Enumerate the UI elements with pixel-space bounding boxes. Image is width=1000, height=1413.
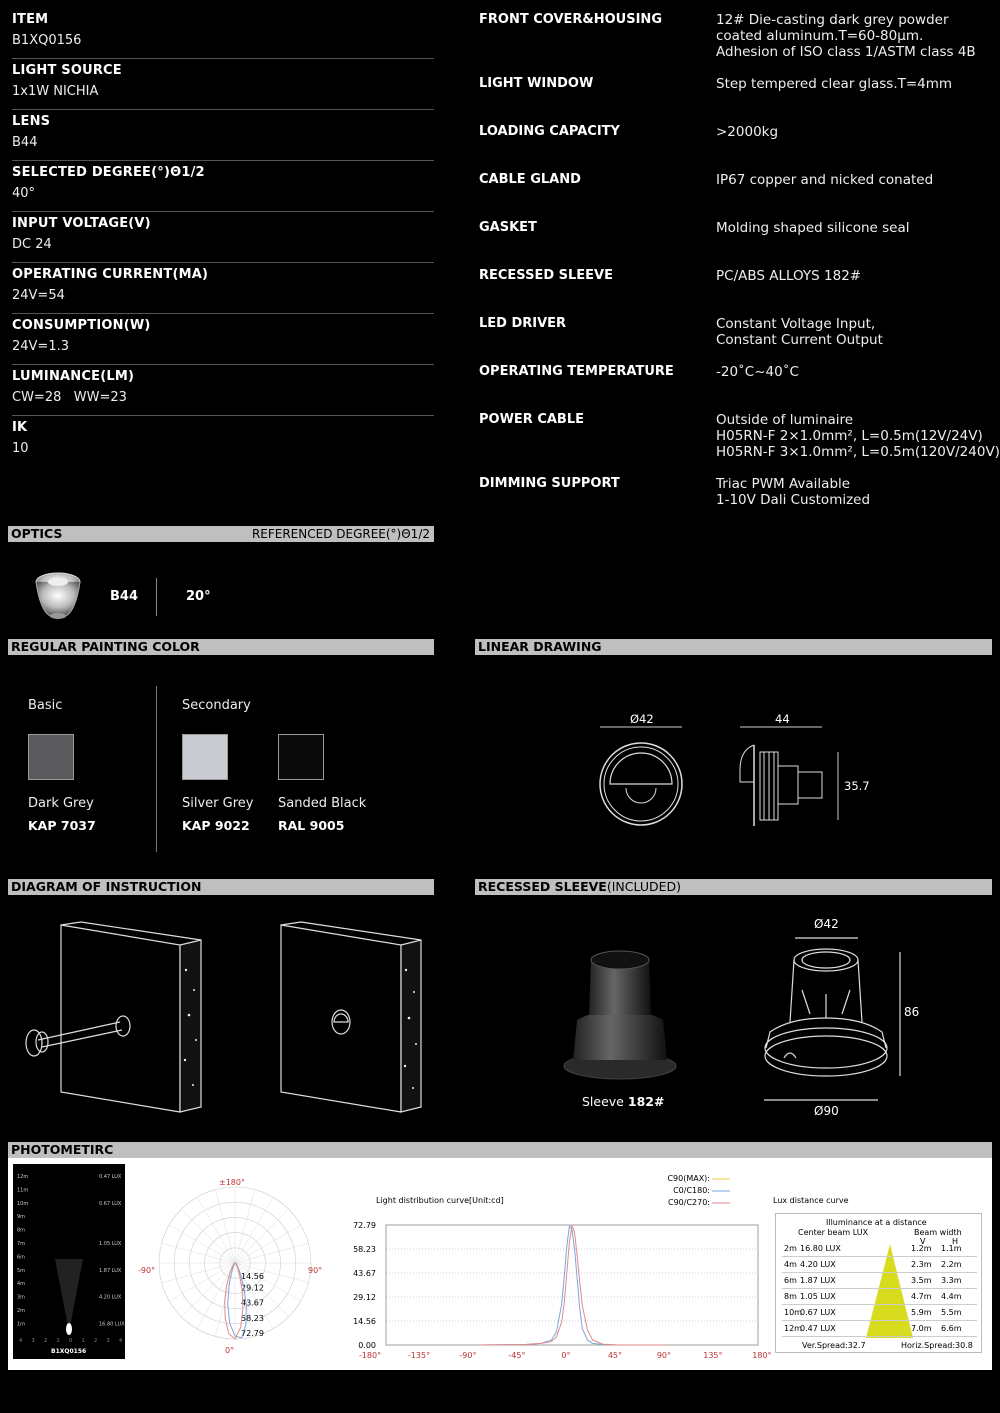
illum-distance: 4m (784, 1260, 797, 1269)
photometric-header (8, 1142, 992, 1158)
illum-v: 4.7m (911, 1292, 932, 1301)
spec-value: PC/ABS ALLOYS 182# (716, 268, 862, 284)
chart-frame (386, 1225, 758, 1345)
legend-item: C90(MAX): (667, 1174, 710, 1183)
ver-spread: Ver.Spread:32.7 (802, 1341, 866, 1350)
spec-label: ITEM (12, 12, 49, 27)
lux-table (775, 1213, 982, 1353)
polar-spoke (181, 1209, 235, 1263)
spec-label: RECESSED SLEEVE (479, 268, 613, 283)
chart-y-tick: 72.79 (353, 1221, 376, 1230)
illum-distance: 12m (784, 1324, 802, 1333)
linear-depth-label: 44 (775, 712, 790, 726)
spec-row (12, 212, 434, 263)
spec-value: B1XQ0156 (12, 33, 82, 48)
spec-label: GASKET (479, 220, 537, 235)
spec-label: LUMINANCE(LM) (12, 369, 135, 384)
secondary-label: Secondary (182, 698, 251, 713)
scale-lux-label: 1.87 LUX (99, 1267, 122, 1274)
illum-v: 5.9m (911, 1308, 932, 1317)
polar-spoke (235, 1243, 308, 1263)
spec-label: CABLE GLAND (479, 172, 581, 187)
linear-height-label: 35.7 (844, 779, 870, 793)
spec-label: OPERATING TEMPERATURE (479, 364, 674, 379)
spec-value: >2000kg (716, 124, 779, 140)
spec-value: 24V=1.3 (12, 339, 70, 354)
polar-ring-label: 14.56 (241, 1272, 264, 1282)
spec-row (12, 161, 434, 212)
scale-meter-label: 12m (17, 1174, 29, 1180)
v-label: V (920, 1237, 926, 1246)
color-name: Sanded Black (278, 796, 367, 811)
chart-x-tick: 135° (703, 1351, 723, 1360)
lens-icon (30, 570, 86, 622)
scale-x-label: 3 (31, 1338, 35, 1344)
optics-title: OPTICS (11, 526, 63, 541)
instruction-header (8, 879, 434, 895)
hor-spread: Horiz.Spread:30.8 (901, 1341, 973, 1350)
scale-lux-label: 0.67 LUX (99, 1200, 122, 1207)
color-name: Dark Grey (28, 796, 94, 811)
scale-meter-label: 7m (17, 1241, 26, 1247)
illum-row-divider (782, 1288, 977, 1289)
polar-spoke (169, 1225, 235, 1263)
spec-value: 10 (12, 441, 29, 456)
basic-label: Basic (28, 698, 63, 713)
chart-x-tick: 180° (752, 1351, 772, 1360)
scale-meter-label: 1m (17, 1321, 26, 1328)
beam-cone (55, 1259, 83, 1332)
spec-label: CONSUMPTION(W) (12, 318, 151, 333)
spec-value: Step tempered clear glass.T=4mm (716, 76, 953, 92)
illum-v: 3.5m (911, 1276, 932, 1285)
illum-lux: 1.05 LUX (800, 1292, 836, 1301)
sleeve-header (475, 879, 992, 895)
spec-row (12, 314, 434, 365)
spec-value: B44 (12, 135, 38, 150)
optics-degree: 20° (186, 589, 211, 604)
spec-label: LENS (12, 114, 51, 129)
spec-value: 40° (12, 186, 36, 201)
spec-label: LIGHT SOURCE (12, 63, 122, 78)
linear-drawing-title: LINEAR DRAWING (478, 639, 602, 654)
polar-bottom-label: 0° (225, 1346, 235, 1355)
curve-title: Light distribution curve[Unit:cd] (376, 1196, 504, 1205)
scale-x-label: 4 (119, 1338, 123, 1344)
scale-x-label: 0 (69, 1338, 73, 1344)
illum-lux: 0.67 LUX (800, 1308, 836, 1317)
scale-meter-label: 9m (17, 1214, 26, 1221)
illum-h: 4.4m (941, 1292, 962, 1301)
illum-h: 2.2m (941, 1260, 962, 1269)
scale-x-label: 4 (19, 1338, 23, 1344)
scale-x-label: 2 (94, 1338, 98, 1344)
scale-meter-label: 5m (17, 1267, 26, 1274)
optics-lens: B44 (110, 589, 138, 604)
painting-header (8, 639, 434, 655)
spec-label: INPUT VOLTAGE(V) (12, 216, 151, 231)
scale-lux-label: 4.20 LUX (99, 1294, 122, 1301)
chart-y-tick: 29.12 (353, 1293, 376, 1302)
color-code: KAP 9022 (182, 818, 250, 833)
sleeve-height: 86 (904, 1005, 920, 1019)
optics-header (8, 526, 434, 542)
spec-value: DC 24 (12, 237, 52, 252)
chart-series-line (479, 1226, 665, 1345)
swatch-silver-grey (182, 734, 228, 780)
polar-plot (148, 1183, 323, 1358)
spec-value: -20˚C~40˚C (716, 364, 799, 380)
color-code: RAL 9005 (278, 818, 345, 833)
sleeve-top-dia: Ø42 (814, 917, 839, 931)
spec-label: LOADING CAPACITY (479, 124, 620, 139)
spec-value: Triac PWM Available 1-10V Dali Customized (716, 476, 871, 508)
chart-x-tick: -90° (459, 1351, 477, 1360)
spec-label: DIMMING SUPPORT (479, 476, 620, 491)
chart-x-tick: -180° (358, 1351, 382, 1360)
illum-distance: 8m (784, 1292, 797, 1301)
scale-meter-label: 6m (17, 1254, 26, 1261)
illum-h: 3.3m (941, 1276, 962, 1285)
scale-x-label: 2 (44, 1338, 48, 1344)
linear-dia-label: Ø42 (630, 712, 654, 726)
sleeve-caption (582, 1094, 664, 1109)
scale-x-label: 1 (56, 1338, 60, 1344)
beam-scale (13, 1164, 125, 1359)
polar-spoke (235, 1190, 255, 1263)
optics-divider (156, 578, 157, 616)
spec-row (12, 59, 434, 110)
chart-y-tick: 43.67 (353, 1269, 376, 1278)
illum-lux: 1.87 LUX (800, 1276, 836, 1285)
chart-x-tick: 90° (656, 1351, 672, 1360)
polar-spoke (162, 1243, 235, 1263)
illum-lux: 4.20 LUX (800, 1260, 836, 1269)
illum-distance: 6m (784, 1276, 797, 1285)
scale-meter-label: 10m (17, 1200, 29, 1207)
chart-x-tick: -45° (508, 1351, 526, 1360)
illum-h: 1.1m (941, 1244, 962, 1253)
illum-v: 7.0m (911, 1324, 932, 1333)
polar-ring-label: 72.79 (241, 1329, 264, 1338)
spec-label: IK (12, 420, 28, 435)
spec-label: FRONT COVER&HOUSING (479, 12, 662, 27)
linear-drawing-header (475, 639, 992, 655)
scale-meter-label: 8m (17, 1227, 26, 1234)
scale-lux-label: 0.47 LUX (99, 1174, 122, 1180)
photometric-title: PHOTOMETIRC (11, 1142, 114, 1157)
chart-y-tick: 58.23 (353, 1245, 376, 1254)
scale-x-label: 3 (106, 1338, 110, 1344)
spec-value: Molding shaped silicone seal (716, 220, 910, 236)
scale-meter-label: 3m (17, 1294, 26, 1301)
polar-spoke (197, 1197, 235, 1263)
chart-x-tick: -135° (407, 1351, 431, 1360)
painting-divider (156, 686, 157, 852)
polar-spoke (235, 1197, 273, 1263)
sleeve-caption-text: Sleeve (582, 1094, 624, 1109)
sleeve-photo (555, 940, 685, 1085)
legend-item: C90/C270: (667, 1198, 710, 1207)
color-code: KAP 7037 (28, 818, 96, 833)
chart-series-line (479, 1225, 665, 1345)
beam-width-label: Beam width (914, 1228, 962, 1237)
polar-spoke (235, 1225, 301, 1263)
scale-x-label: 1 (81, 1338, 85, 1344)
legend-swatches (712, 1173, 732, 1209)
polar-ring-label: 58.23 (241, 1313, 264, 1323)
instruction-diagram (18, 920, 428, 1120)
scale-lux-label: 1.05 LUX (99, 1241, 122, 1247)
illum-v: 2.3m (911, 1260, 932, 1269)
chart-x-tick: 0° (561, 1351, 571, 1360)
spec-value: 24V=54 (12, 288, 65, 303)
sleeve-bottom-dia: Ø90 (814, 1104, 839, 1118)
color-name: Silver Grey (182, 796, 254, 811)
illum-distance: 10m (784, 1308, 802, 1317)
illum-row-divider (782, 1320, 977, 1321)
spec-value: IP67 copper and nicked conated (716, 172, 934, 188)
spec-row (12, 416, 434, 467)
lux-title: Lux distance curve (773, 1196, 849, 1205)
spec-label: SELECTED DEGREE(°)Θ1/2 (12, 165, 205, 180)
instruction-title: DIAGRAM OF INSTRUCTION (11, 879, 202, 894)
spec-list-left (12, 8, 434, 467)
optics-referenced-degree: REFERENCED DEGREE(°)Θ1/2 (251, 527, 430, 541)
legend-item: C0/C180: (673, 1186, 710, 1195)
polar-spoke (162, 1263, 235, 1283)
spec-label: POWER CABLE (479, 412, 585, 427)
illum-h: 6.6m (941, 1324, 962, 1333)
illum-lux: 16.80 LUX (800, 1244, 841, 1253)
spec-value: Constant Voltage Input, Constant Current Output (716, 316, 883, 348)
polar-spoke (181, 1263, 235, 1317)
chart-x-tick: 45° (607, 1351, 623, 1360)
polar-spoke (215, 1190, 235, 1263)
chart-y-tick: 14.56 (353, 1317, 376, 1326)
beam-scale-panel (13, 1164, 125, 1359)
spec-value: Outside of luminaire H05RN-F 2×1.0mm², L=0.5m(12V/24V) H05RN-F 3×1.0mm², L=0.5m(120V/240V) (716, 412, 1000, 460)
polar-ring-label: 43.67 (241, 1298, 264, 1308)
scale-meter-label: 4m (17, 1281, 26, 1288)
scale-meter-label: 2m (17, 1308, 26, 1314)
spec-row (12, 110, 434, 161)
curve-legend (658, 1173, 710, 1209)
illum-title: Illuminance at a distance (826, 1218, 927, 1227)
beam-spot (66, 1323, 72, 1335)
polar-spoke (235, 1209, 289, 1263)
spec-value: CW=28 WW=23 (12, 390, 127, 405)
illum-row-divider (782, 1272, 977, 1273)
polar-right-label: 90° (308, 1266, 323, 1275)
beam-item-label: B1XQ0156 (51, 1348, 87, 1355)
sleeve-title-sub: (INCLUDED) (606, 879, 682, 894)
center-beam-label: Center beam LUX (798, 1228, 869, 1237)
photometric-panel (8, 1158, 992, 1370)
sleeve-caption-code: 182# (627, 1094, 665, 1109)
scale-meter-label: 11m (17, 1187, 29, 1194)
spec-label: OPERATING CURRENT(MA) (12, 267, 209, 282)
h-label: H (952, 1237, 959, 1246)
swatch-dark-grey (28, 734, 74, 780)
spec-label: LIGHT WINDOW (479, 76, 594, 91)
illum-lux: 0.47 LUX (800, 1324, 836, 1333)
scale-lux-label: 16.80 LUX (99, 1321, 125, 1328)
illum-row-divider (782, 1256, 977, 1257)
sleeve-title: RECESSED SLEEVE (478, 879, 607, 894)
spec-row (12, 365, 434, 416)
illum-v: 1.2m (911, 1244, 932, 1253)
spec-value: 1x1W NICHIA (12, 84, 99, 99)
light-distribution-chart (338, 1210, 772, 1360)
spec-value: 12# Die-casting dark grey powder coated aluminum.T=60-80μm. Adhesion of ISO class 1/ASTM class 4B (716, 12, 976, 60)
illum-distance: 2m (784, 1244, 797, 1253)
illum-h: 5.5m (941, 1308, 962, 1317)
spec-row (12, 263, 434, 314)
painting-title: REGULAR PAINTING COLOR (11, 639, 200, 654)
chart-y-tick: 0.00 (358, 1341, 376, 1350)
spec-row (12, 8, 434, 59)
illum-row-divider (782, 1336, 977, 1337)
illum-row-divider (782, 1304, 977, 1305)
sleeve-drawing (760, 930, 930, 1110)
polar-ring-label: 29.12 (241, 1283, 264, 1293)
polar-top-label: ±180° (219, 1178, 245, 1187)
spec-label: LED DRIVER (479, 316, 567, 331)
swatch-sanded-black (278, 734, 324, 780)
polar-left-label: -90° (138, 1266, 156, 1275)
